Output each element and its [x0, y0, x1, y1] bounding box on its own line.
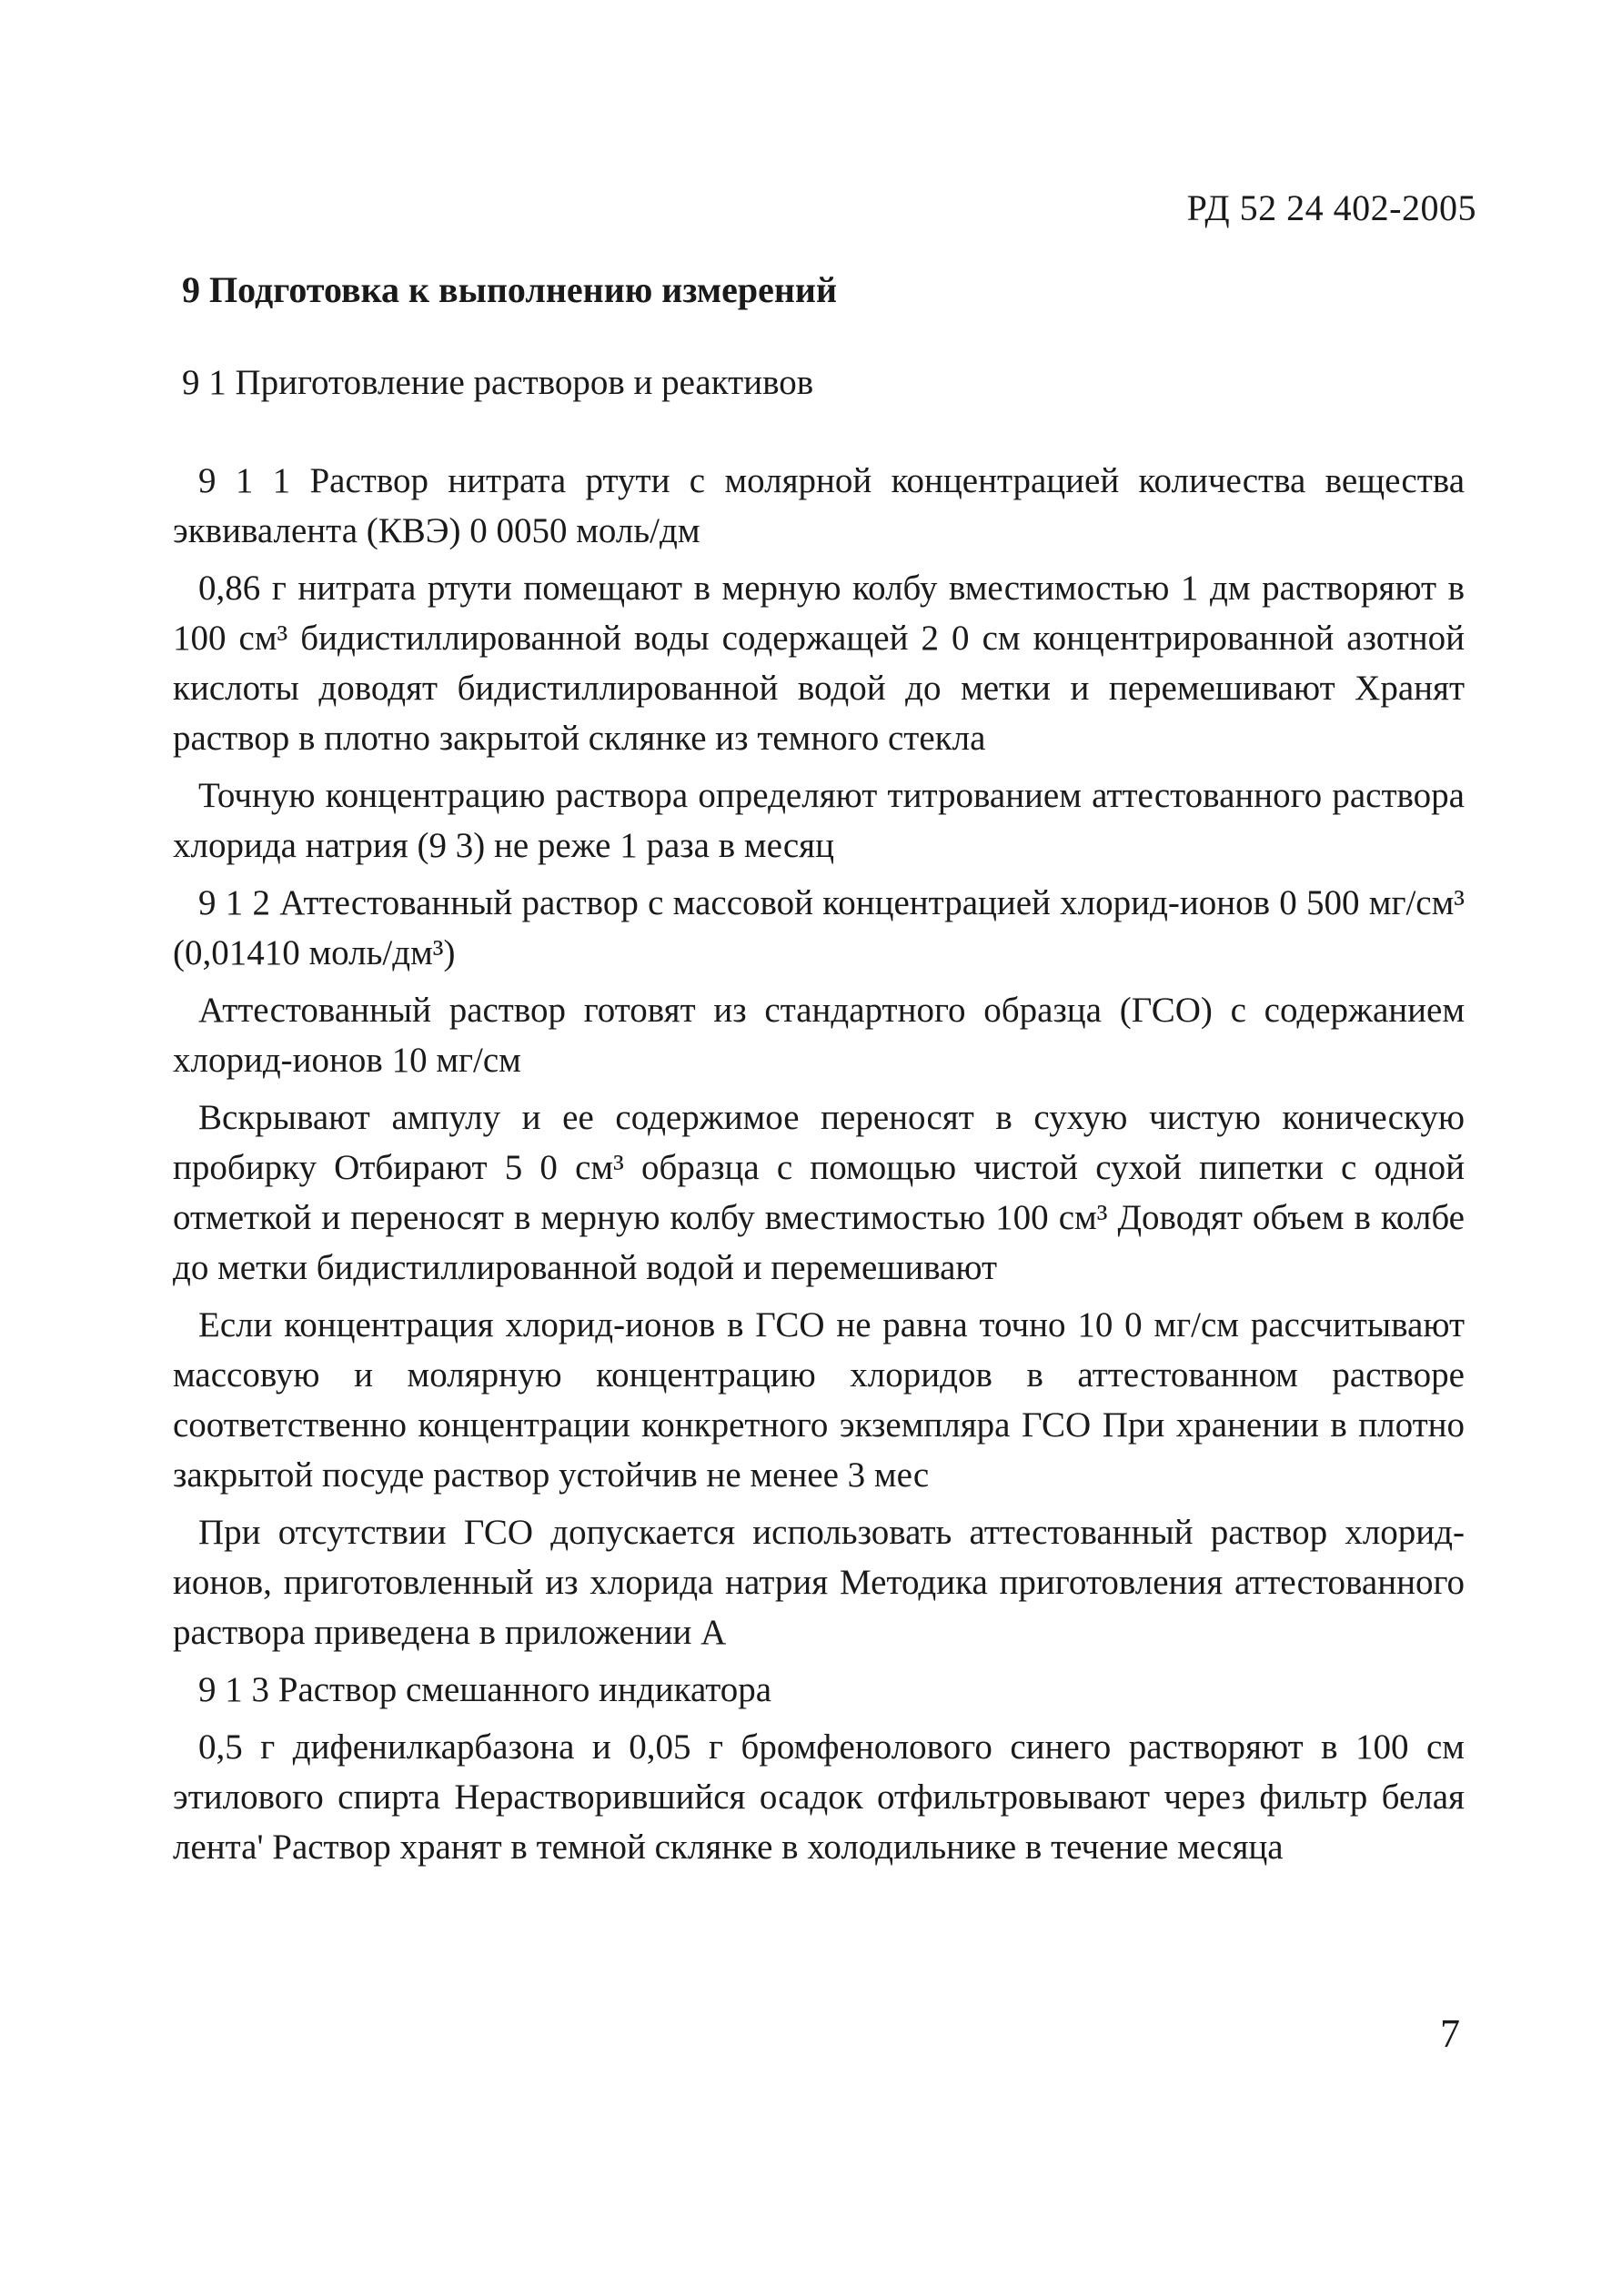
paragraph-9-1-1: 9 1 1 Раствор нитрата ртути с молярной концентрацией количества вещества эквивалента (КВЭ) 0 0050 моль/дм — [173, 461, 1465, 550]
document-code: РД 52 24 402-2005 — [1186, 187, 1476, 228]
paragraph-no-gso: При отсутствии ГСО допускается использовать аттестованный раствор хлорид-ионов, приготовленный из хлорида натрия Методика приготовления аттестованного раствора приведена в приложении А — [173, 1513, 1465, 1652]
page-number: 7 — [1440, 2011, 1460, 2056]
paragraph-9-1-2: 9 1 2 Аттестованный раствор с массовой концентрацией хлорид-ионов 0 500 мг/см³ (0,01410 моль/дм³) — [173, 883, 1465, 972]
paragraph-mercury-nitrate-prep: 0,86 г нитрата ртути помещают в мерную колбу вместимостью 1 дм растворяют в 100 см³ бидистиллированной воды содержащей 2 0 см концентрированной азотной кислоты доводят бидистиллированной водой до метки и перемешивают Хранят раствор в плотно закрытой склянке из темного стекла — [173, 569, 1465, 758]
subsection-title: 9 1 Приготовление растворов и реактивов — [182, 363, 814, 402]
section-title: 9 Подготовка к выполнению измерений — [182, 269, 837, 310]
paragraph-certified-solution: Аттестованный раствор готовят из стандартного образца (ГСО) с содержанием хлорид-ионов 10 мг/см — [173, 991, 1465, 1080]
paragraph-9-1-3: 9 1 3 Раствор смешанного индикатора — [198, 1670, 772, 1709]
paragraph-concentration-calc: Если концентрация хлорид-ионов в ГСО не равна точно 10 0 мг/см рассчитывают массовую и молярную концентрацию хлоридов в аттестованном растворе соответственно концентрации конкретного экземпляра ГСО При хранении в плотно закрытой посуде раствор устойчив не менее 3 мес — [173, 1305, 1465, 1495]
page-content — [173, 268, 1465, 1879]
paragraph-indicator-prep: 0,5 г дифенилкарбазона и 0,05 г бромфенолового синего растворяют в 100 см этилового спирта Нерастворившийся осадок отфильтровывают через фильтр белая лента' Раствор хранят в темной склянке в холодильнике в течение месяца — [173, 1727, 1465, 1867]
paragraph-ampoule: Вскрывают ампулу и ее содержимое переносят в сухую чистую коническую пробирку Отбирают 5 0 см³ образца с помощью чистой сухой пипетки с одной отметкой и переносят в мерную колбу вместимостью 100 см³ Доводят объем в колбе до метки бидистиллированной водой и перемешивают — [173, 1098, 1465, 1287]
paragraph-titration-check: Точную концентрацию раствора определяют титрованием аттестованного раствора хлорида натрия (9 3) не реже 1 раза в месяц — [173, 776, 1465, 865]
